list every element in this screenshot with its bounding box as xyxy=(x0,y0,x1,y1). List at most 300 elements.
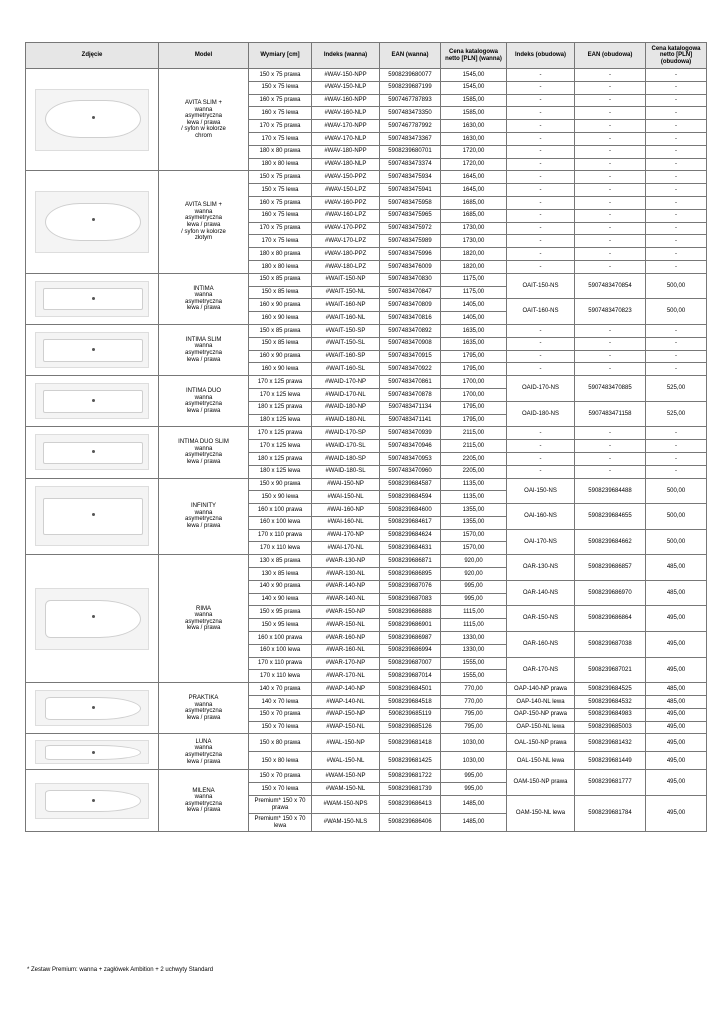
cover-cell-index: - xyxy=(507,363,575,376)
table-row xyxy=(26,683,707,696)
cell-price: 1585,00 xyxy=(441,107,507,120)
cell-price: 1570,00 xyxy=(441,542,507,555)
cover-cell-index: OAL-150-NP prawa xyxy=(507,734,575,752)
bathtub-image xyxy=(35,690,149,726)
cover-cell-price: - xyxy=(646,196,707,209)
cover-cell-ean: - xyxy=(575,350,646,363)
model-line: lewa / prawa xyxy=(186,119,221,126)
cell-ean: 5907483470908 xyxy=(380,337,441,350)
cell-ean: 5908239686987 xyxy=(380,632,441,645)
cell-size: 140 x 70 prawa xyxy=(249,683,312,696)
cell-price: 920,00 xyxy=(441,568,507,581)
cover-cell-ean: - xyxy=(575,145,646,158)
cover-cell-ean: - xyxy=(575,158,646,171)
cell-ean: 5908239684624 xyxy=(380,529,441,542)
cell-ean: 5908239684587 xyxy=(380,478,441,491)
cover-cell-index: - xyxy=(507,427,575,440)
cell-price: 2115,00 xyxy=(441,440,507,453)
cell-price: 1555,00 xyxy=(441,670,507,683)
cell-size: 140 x 90 lewa xyxy=(249,593,312,606)
milena-tub xyxy=(26,770,159,832)
cover-cell-ean: 5908239685003 xyxy=(575,721,646,734)
cell-ean: 5907483470816 xyxy=(380,312,441,325)
cell-ean: 5907483470939 xyxy=(380,427,441,440)
cell-index: #WAL-150-NL xyxy=(312,752,380,770)
cell-ean: 5908239686413 xyxy=(380,796,441,814)
cell-index: #WAI-150-NP xyxy=(312,478,380,491)
cover-cell-index: OAM-150-NP prawa xyxy=(507,770,575,796)
cell-size: 160 x 75 prawa xyxy=(249,94,312,107)
cell-ean: 5907483475972 xyxy=(380,222,441,235)
cover-cell-index: - xyxy=(507,350,575,363)
cell-ean: 5908239686895 xyxy=(380,568,441,581)
cell-index: #WAV-180-NLP xyxy=(312,158,380,171)
cell-index: #WAID-180-SL xyxy=(312,465,380,478)
model-line: / syfon w kolorze xyxy=(181,228,226,235)
bathtub-image xyxy=(35,783,149,819)
model-cell xyxy=(159,555,249,683)
cell-ean: 5908239681418 xyxy=(380,734,441,752)
header-ean: EAN (wanna) xyxy=(380,43,441,69)
model-line: / syfon w kolorze xyxy=(181,126,226,133)
cell-index: #WAID-170-SP xyxy=(312,427,380,440)
avita-slim-chrome-tub xyxy=(26,69,159,171)
cell-ean: 5908239687007 xyxy=(380,657,441,670)
cover-cell-index: - xyxy=(507,145,575,158)
cover-cell-price: 500,00 xyxy=(646,299,707,325)
model-cell xyxy=(159,427,249,478)
cover-cell-index: - xyxy=(507,107,575,120)
cover-cell-price: - xyxy=(646,184,707,197)
cell-size: Premium* 150 x 70 prawa xyxy=(249,796,312,814)
cover-cell-ean: - xyxy=(575,94,646,107)
cell-size: 170 x 125 prawa xyxy=(249,376,312,389)
cell-price: 1485,00 xyxy=(441,814,507,832)
cell-ean: 5908239686994 xyxy=(380,644,441,657)
cell-index: #WAM-150-NP xyxy=(312,770,380,783)
cell-ean: 5907483471141 xyxy=(380,414,441,427)
cover-cell-price: 525,00 xyxy=(646,401,707,427)
cover-cell-price: 485,00 xyxy=(646,580,707,606)
model-line: MILENA xyxy=(192,787,215,794)
intima-duo-slim-tub xyxy=(26,427,159,478)
cover-cell-price: 485,00 xyxy=(646,696,707,709)
model-cell xyxy=(159,324,249,375)
cell-size: 160 x 100 prawa xyxy=(249,504,312,517)
cell-price: 770,00 xyxy=(441,683,507,696)
model-line: asymetryczna xyxy=(184,350,222,357)
cell-size: 150 x 70 prawa xyxy=(249,708,312,721)
cell-size: 160 x 100 prawa xyxy=(249,632,312,645)
cell-index: #WAV-150-NLP xyxy=(312,81,380,94)
cover-cell-ean: 5908239686857 xyxy=(575,555,646,581)
bathtub-image xyxy=(35,332,149,368)
table-body xyxy=(26,69,707,832)
cover-cell-index: - xyxy=(507,94,575,107)
cell-size: 180 x 125 prawa xyxy=(249,401,312,414)
cover-cell-ean: - xyxy=(575,81,646,94)
cover-cell-price: - xyxy=(646,209,707,222)
cover-cell-ean: - xyxy=(575,363,646,376)
cell-price: 920,00 xyxy=(441,555,507,568)
cell-ean: 5907483473367 xyxy=(380,132,441,145)
cell-ean: 5908239680077 xyxy=(380,69,441,82)
cell-ean: 5908239684617 xyxy=(380,516,441,529)
cover-cell-price: - xyxy=(646,235,707,248)
cover-cell-price: 485,00 xyxy=(646,555,707,581)
cell-index: #WAV-160-PPZ xyxy=(312,196,380,209)
header-price: Cena katalogowa netto [PLN] (wanna) xyxy=(441,43,507,69)
cell-ean: 5908239684600 xyxy=(380,504,441,517)
cell-price: 1730,00 xyxy=(441,235,507,248)
cover-cell-index: OAI-150-NS xyxy=(507,478,575,504)
cell-index: #WAID-180-NP xyxy=(312,401,380,414)
cell-size: 160 x 90 prawa xyxy=(249,350,312,363)
cell-size: 140 x 70 lewa xyxy=(249,696,312,709)
model-line: asymetryczna xyxy=(184,751,222,758)
cell-size: 170 x 75 lewa xyxy=(249,235,312,248)
cell-size: 150 x 85 prawa xyxy=(249,273,312,286)
cover-cell-index: - xyxy=(507,235,575,248)
cell-ean: 5908239686871 xyxy=(380,555,441,568)
cover-cell-index: - xyxy=(507,196,575,209)
cell-index: #WAP-140-NL xyxy=(312,696,380,709)
cover-cell-index: OAL-150-NL lewa xyxy=(507,752,575,770)
cover-cell-ean: - xyxy=(575,337,646,350)
cover-cell-price: - xyxy=(646,260,707,273)
bathtub-image xyxy=(35,588,149,650)
model-line: lewa / prawa xyxy=(186,222,221,229)
cell-index: #WAV-180-LPZ xyxy=(312,260,380,273)
cell-price: 1630,00 xyxy=(441,120,507,133)
model-line: INTIMA DUO xyxy=(185,388,221,395)
cover-cell-price: - xyxy=(646,171,707,184)
table-row xyxy=(26,478,707,491)
cover-cell-price: - xyxy=(646,465,707,478)
cell-ean: 5907483470809 xyxy=(380,299,441,312)
cover-cell-price: - xyxy=(646,107,707,120)
model-line: złotym xyxy=(194,235,213,242)
cover-cell-ean: 5907483470823 xyxy=(575,299,646,325)
cell-size: 130 x 85 lewa xyxy=(249,568,312,581)
table-row xyxy=(26,770,707,783)
cell-ean: 5907483470922 xyxy=(380,363,441,376)
cover-cell-index: - xyxy=(507,452,575,465)
cell-index: #WAR-170-NL xyxy=(312,670,380,683)
cell-ean: 5908239684631 xyxy=(380,542,441,555)
cell-index: #WAP-150-NL xyxy=(312,721,380,734)
cover-cell-index: - xyxy=(507,69,575,82)
cover-cell-index: - xyxy=(507,132,575,145)
cell-ean: 5907467787992 xyxy=(380,120,441,133)
cover-cell-price: 495,00 xyxy=(646,632,707,658)
cover-cell-index: OAP-140-NL lewa xyxy=(507,696,575,709)
cell-size: 140 x 90 prawa xyxy=(249,580,312,593)
cell-ean: 5907483470915 xyxy=(380,350,441,363)
cell-price: 770,00 xyxy=(441,696,507,709)
cell-ean: 5907483476009 xyxy=(380,260,441,273)
cover-cell-index: - xyxy=(507,324,575,337)
cover-cell-ean: 5907483470885 xyxy=(575,376,646,402)
model-line: lewa / prawa xyxy=(186,305,221,312)
cell-size: 170 x 75 lewa xyxy=(249,132,312,145)
cell-index: #WAM-150-NL xyxy=(312,783,380,796)
model-line: INTIMA xyxy=(193,285,214,292)
model-line: lewa / prawa xyxy=(186,407,221,414)
cover-cell-price: 500,00 xyxy=(646,504,707,530)
cover-cell-ean: - xyxy=(575,222,646,235)
model-line: asymetryczna xyxy=(184,113,222,120)
cover-cell-index: OAIT-150-NS xyxy=(507,273,575,299)
cell-price: 795,00 xyxy=(441,721,507,734)
cell-price: 1645,00 xyxy=(441,184,507,197)
cell-index: #WAV-170-NPP xyxy=(312,120,380,133)
praktika-tub xyxy=(26,683,159,734)
model-line: chrom xyxy=(195,132,212,139)
cell-ean: 5907483470847 xyxy=(380,286,441,299)
cell-index: #WAP-140-NP xyxy=(312,683,380,696)
cover-cell-index: OAR-170-NS xyxy=(507,657,575,683)
cell-size: 160 x 100 lewa xyxy=(249,516,312,529)
cell-price: 1635,00 xyxy=(441,324,507,337)
cell-size: 160 x 90 prawa xyxy=(249,299,312,312)
cover-cell-price: - xyxy=(646,427,707,440)
cell-size: 180 x 80 lewa xyxy=(249,158,312,171)
cell-price: 995,00 xyxy=(441,580,507,593)
cell-index: #WAM-150-NLS xyxy=(312,814,380,832)
cover-cell-index: OAM-150-NL lewa xyxy=(507,796,575,832)
cell-price: 1635,00 xyxy=(441,337,507,350)
cell-size: 150 x 70 lewa xyxy=(249,783,312,796)
cell-size: 170 x 110 prawa xyxy=(249,529,312,542)
model-line: AVITA SLIM + xyxy=(185,99,222,106)
cover-cell-price: 525,00 xyxy=(646,376,707,402)
price-table xyxy=(25,42,707,832)
model-line: asymetryczna xyxy=(184,516,222,523)
cell-size: 160 x 75 lewa xyxy=(249,209,312,222)
cell-index: #WAV-160-NLP xyxy=(312,107,380,120)
cell-price: 1355,00 xyxy=(441,504,507,517)
cover-cell-index: OAP-140-NP prawa xyxy=(507,683,575,696)
cell-index: #WAP-150-NP xyxy=(312,708,380,721)
intima-duo-tub xyxy=(26,376,159,427)
cell-ean: 5908239687014 xyxy=(380,670,441,683)
model-cell xyxy=(159,69,249,171)
model-line: LUNA xyxy=(195,738,212,745)
cover-cell-price: - xyxy=(646,132,707,145)
cell-size: 170 x 125 prawa xyxy=(249,427,312,440)
cell-ean: 5907483475989 xyxy=(380,235,441,248)
cell-index: #WAV-160-NPP xyxy=(312,94,380,107)
cover-cell-ean: - xyxy=(575,171,646,184)
cell-price: 1030,00 xyxy=(441,734,507,752)
cell-price: 1545,00 xyxy=(441,69,507,82)
table-row xyxy=(26,734,707,752)
cell-price: 1685,00 xyxy=(441,196,507,209)
cell-index: #WAIT-150-NP xyxy=(312,273,380,286)
model-line: asymetryczna xyxy=(184,618,222,625)
model-line: lewa / prawa xyxy=(186,807,221,814)
cover-cell-ean: 5908239686970 xyxy=(575,580,646,606)
cover-cell-ean: 5908239681784 xyxy=(575,796,646,832)
cell-index: #WAIT-150-NL xyxy=(312,286,380,299)
cell-size: 150 x 75 prawa xyxy=(249,69,312,82)
model-cell xyxy=(159,376,249,427)
cell-index: #WAIT-150-SP xyxy=(312,324,380,337)
cell-ean: 5908239681739 xyxy=(380,783,441,796)
cell-size: 170 x 75 prawa xyxy=(249,222,312,235)
footnote: * Zestaw Premium: wanna + zagłówek Ambition + 2 uchwyty Standard xyxy=(27,967,214,973)
cover-cell-index: OAID-170-NS xyxy=(507,376,575,402)
cover-cell-price: - xyxy=(646,222,707,235)
bathtub-image xyxy=(35,383,149,419)
cover-cell-price: - xyxy=(646,324,707,337)
model-line: lewa / prawa xyxy=(186,522,221,529)
model-cell xyxy=(159,683,249,734)
cover-cell-ean: 5908239684655 xyxy=(575,504,646,530)
cover-cell-index: OAR-140-NS xyxy=(507,580,575,606)
cover-cell-ean: - xyxy=(575,209,646,222)
cell-ean: 5907483470892 xyxy=(380,324,441,337)
cover-cell-price: - xyxy=(646,94,707,107)
cell-index: #WAID-170-NP xyxy=(312,376,380,389)
model-line: asymetryczna xyxy=(184,215,222,222)
cell-size: 150 x 80 prawa xyxy=(249,734,312,752)
cover-cell-ean: - xyxy=(575,120,646,133)
cell-size: Premium* 150 x 70 lewa xyxy=(249,814,312,832)
table-row xyxy=(26,273,707,286)
cover-cell-ean: - xyxy=(575,324,646,337)
model-line: wanna xyxy=(194,208,213,215)
cell-size: 180 x 125 lewa xyxy=(249,465,312,478)
cell-ean: 5907483475965 xyxy=(380,209,441,222)
cell-price: 995,00 xyxy=(441,770,507,783)
cell-price: 1330,00 xyxy=(441,632,507,645)
bathtub-image xyxy=(35,191,149,253)
cell-index: #WAV-150-NPP xyxy=(312,69,380,82)
model-line: lewa / prawa xyxy=(186,714,221,721)
header-price-cover: Cena katalogowa netto [PLN] (obudowa) xyxy=(646,43,707,69)
cover-cell-price: - xyxy=(646,440,707,453)
cell-ean: 5907483470878 xyxy=(380,388,441,401)
cell-price: 1795,00 xyxy=(441,363,507,376)
cell-size: 170 x 110 prawa xyxy=(249,657,312,670)
cell-price: 2205,00 xyxy=(441,452,507,465)
cover-cell-price: 500,00 xyxy=(646,478,707,504)
model-line: asymetryczna xyxy=(184,708,222,715)
model-line: wanna xyxy=(194,612,213,619)
model-line: lewa / prawa xyxy=(186,459,221,465)
cell-size: 170 x 125 lewa xyxy=(249,440,312,453)
cover-cell-price: 495,00 xyxy=(646,796,707,832)
cell-price: 1700,00 xyxy=(441,376,507,389)
cell-ean: 5907483470953 xyxy=(380,452,441,465)
cell-ean: 5907483471134 xyxy=(380,401,441,414)
cell-price: 1175,00 xyxy=(441,286,507,299)
cell-ean: 5908239684594 xyxy=(380,491,441,504)
cover-cell-price: - xyxy=(646,452,707,465)
cell-price: 1795,00 xyxy=(441,401,507,414)
model-line: AVITA SLIM + xyxy=(185,202,222,209)
cell-size: 170 x 75 prawa xyxy=(249,120,312,133)
cover-cell-ean: - xyxy=(575,184,646,197)
cell-index: #WAV-170-NLP xyxy=(312,132,380,145)
cell-size: 150 x 90 prawa xyxy=(249,478,312,491)
cover-cell-price: 495,00 xyxy=(646,752,707,770)
cover-cell-ean: 5908239684983 xyxy=(575,708,646,721)
model-line: wanna xyxy=(194,343,213,350)
model-line: wanna xyxy=(194,106,213,113)
cover-cell-index: OAI-170-NS xyxy=(507,529,575,555)
header-index-cover: Indeks (obudowa) xyxy=(507,43,575,69)
table-row xyxy=(26,171,707,184)
cell-size: 160 x 90 lewa xyxy=(249,312,312,325)
avita-slim-gold-tub xyxy=(26,171,159,273)
cover-cell-index: - xyxy=(507,465,575,478)
cell-index: #WAIT-150-SL xyxy=(312,337,380,350)
cell-index: #WAIT-160-SL xyxy=(312,363,380,376)
cover-cell-ean: - xyxy=(575,465,646,478)
cell-index: #WAR-160-NL xyxy=(312,644,380,657)
cover-cell-index: OAR-160-NS xyxy=(507,632,575,658)
cell-price: 1555,00 xyxy=(441,657,507,670)
table-row xyxy=(26,555,707,568)
cell-index: #WAIT-160-NL xyxy=(312,312,380,325)
cell-size: 150 x 80 lewa xyxy=(249,752,312,770)
cover-cell-ean: 5908239684488 xyxy=(575,478,646,504)
cover-cell-ean: 5908239687021 xyxy=(575,657,646,683)
cover-cell-price: 495,00 xyxy=(646,770,707,796)
cell-index: #WAR-150-NL xyxy=(312,619,380,632)
cell-index: #WAR-130-NP xyxy=(312,555,380,568)
cell-ean: 5907483475996 xyxy=(380,248,441,261)
cover-cell-ean: - xyxy=(575,107,646,120)
cell-size: 150 x 90 lewa xyxy=(249,491,312,504)
intima-tub xyxy=(26,273,159,324)
bathtub-image xyxy=(35,89,149,151)
cover-cell-price: - xyxy=(646,337,707,350)
cell-index: #WAI-160-NL xyxy=(312,516,380,529)
cell-index: #WAV-150-LPZ xyxy=(312,184,380,197)
cover-cell-ean: - xyxy=(575,69,646,82)
cell-price: 1570,00 xyxy=(441,529,507,542)
cover-cell-price: 495,00 xyxy=(646,721,707,734)
cover-cell-ean: - xyxy=(575,260,646,273)
cell-ean: 5908239686888 xyxy=(380,606,441,619)
cover-cell-index: OAR-150-NS xyxy=(507,606,575,632)
cell-index: #WAR-140-NP xyxy=(312,580,380,593)
model-line: wanna xyxy=(194,292,213,299)
cell-price: 1645,00 xyxy=(441,171,507,184)
cover-cell-ean: 5908239684532 xyxy=(575,696,646,709)
cell-index: #WAL-150-NP xyxy=(312,734,380,752)
cell-index: #WAIT-160-NP xyxy=(312,299,380,312)
cover-cell-ean: 5908239684525 xyxy=(575,683,646,696)
cell-price: 1355,00 xyxy=(441,516,507,529)
cell-price: 1545,00 xyxy=(441,81,507,94)
model-line: asymetryczna xyxy=(184,452,222,459)
cover-cell-ean: 5908239686864 xyxy=(575,606,646,632)
header-row xyxy=(26,43,707,69)
model-line: lewa / prawa xyxy=(186,758,221,765)
cell-ean: 5908239686406 xyxy=(380,814,441,832)
cell-size: 170 x 125 lewa xyxy=(249,388,312,401)
cover-cell-index: - xyxy=(507,158,575,171)
cell-price: 2115,00 xyxy=(441,427,507,440)
model-cell xyxy=(159,478,249,555)
price-list-sheet xyxy=(25,42,707,832)
model-cell xyxy=(159,171,249,273)
